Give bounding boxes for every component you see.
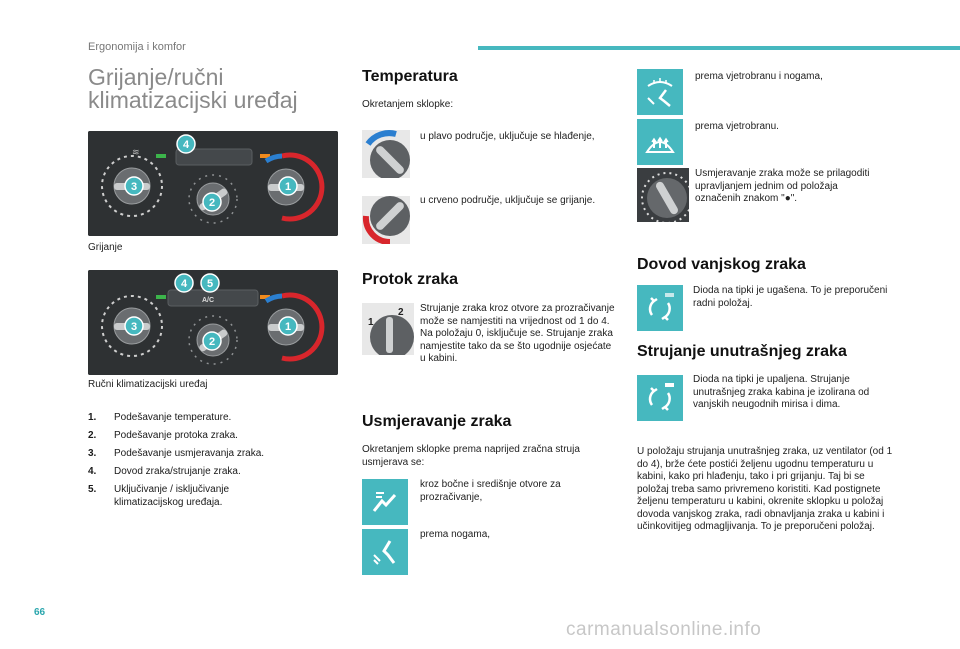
panel1-marker-1 bbox=[279, 177, 297, 195]
svg-text:1: 1 bbox=[368, 317, 374, 328]
panel1-marker-3 bbox=[125, 177, 143, 195]
page-title-line2: klimatizacijski uređaj bbox=[88, 87, 298, 113]
red-knob-image bbox=[362, 196, 410, 244]
legend-item: 3. Podešavanje usmjeravanja zraka. bbox=[88, 448, 265, 459]
fan-knob-image bbox=[362, 303, 414, 355]
recirculation-button-icon bbox=[637, 375, 683, 421]
svg-text:2: 2 bbox=[208, 197, 216, 209]
svg-text:1: 1 bbox=[284, 181, 292, 193]
airflow-text: Strujanje zraka kroz otvore za prozračivanje može se namjestiti na vrijednost od 1 do 4. Na položaju 0, isključuje se. Strujanje zraka namjestite tako da se što ugodnije osjećate u kabini. bbox=[420, 303, 615, 364]
svg-text:3: 3 bbox=[130, 181, 138, 193]
blue-knob-image bbox=[362, 130, 410, 178]
direction-item-windscreen: prema vjetrobranu. bbox=[695, 121, 779, 132]
legend-item: 1. Podešavanje temperature. bbox=[88, 412, 232, 423]
legend-item: 5. Uključivanje / isključivanje klimatizacijskog uređaja. bbox=[88, 484, 230, 508]
legend-item: 2. Podešavanje protoka zraka. bbox=[88, 430, 238, 441]
direction-item-windscreen-feet: prema vjetrobranu i nogama, bbox=[695, 71, 823, 82]
svg-text:2: 2 bbox=[398, 307, 404, 318]
legend-list bbox=[88, 411, 348, 514]
direction-note: Usmjeravanje zraka može se prilagoditi upravljanjem jednim od položaja označenih znakom "●". bbox=[695, 168, 870, 204]
face-vent-icon bbox=[362, 479, 408, 525]
ac-panel-image bbox=[88, 270, 338, 375]
fresh-air-button-icon bbox=[637, 285, 683, 331]
temperature-title: Temperatura bbox=[362, 68, 458, 85]
heating-caption: Grijanje bbox=[88, 242, 123, 253]
recirculation-text: Dioda na tipki je upaljena. Strujanje unutrašnjeg zraka kabina je izolirana od vanjskih neugodnih mirisa i dima. bbox=[693, 374, 870, 410]
page-number: 66 bbox=[34, 607, 46, 618]
panel2-marker-4 bbox=[175, 274, 193, 292]
svg-text:1: 1 bbox=[284, 321, 292, 333]
temperature-intro: Okretanjem sklopke: bbox=[362, 99, 454, 110]
direction-item-face: kroz bočne i središnje otvore za prozračivanje, bbox=[420, 479, 561, 503]
direction-knob-image bbox=[637, 168, 689, 222]
svg-text:2: 2 bbox=[208, 336, 216, 348]
direction-item-feet: prema nogama, bbox=[420, 529, 491, 540]
airflow-title: Protok zraka bbox=[362, 271, 459, 288]
svg-text:≋: ≋ bbox=[132, 148, 140, 158]
windscreen-feet-icon bbox=[637, 69, 683, 115]
direction-title: Usmjeravanje zraka bbox=[362, 413, 512, 430]
page-title bbox=[88, 66, 338, 112]
page-title-line1: Grijanje/ručni bbox=[88, 64, 224, 90]
recirculation-paragraph: U položaju strujanja unutrašnjeg zraka, uz ventilator (od 1 do 4), brže ćete postići željenu ugodnu temperaturu u kabini, kako pri hlađenju, tako i pri grijanju. Taj bi se položaj treba samo privremeno koristiti. Kad postignete željenu temperaturu u kabini, okrenite sklopku u položaj dovoda vanjskog zraka, radi obnavljanja zraka u kabini i učinkovitijeg odmagljivanja. To je preporučeni položaj. bbox=[637, 446, 893, 532]
section-header: Ergonomija i komfor bbox=[88, 41, 186, 53]
panel1-marker-4 bbox=[177, 135, 195, 153]
recirculation-title: Strujanje unutrašnjeg zraka bbox=[637, 343, 847, 360]
header-accent-bar bbox=[478, 46, 960, 50]
panel2-marker-1 bbox=[279, 317, 297, 335]
svg-text:5: 5 bbox=[206, 278, 214, 290]
svg-text:3: 3 bbox=[130, 321, 138, 333]
legend-item: 4. Dovod zraka/strujanje zraka. bbox=[88, 466, 241, 477]
panel2-marker-5 bbox=[201, 274, 219, 292]
fresh-air-title: Dovod vanjskog zraka bbox=[637, 256, 806, 273]
panel2-marker-3 bbox=[125, 317, 143, 335]
watermark: carmanualsonline.info bbox=[566, 619, 762, 640]
panel2-marker-2 bbox=[203, 332, 221, 350]
feet-vent-icon bbox=[362, 529, 408, 575]
svg-text:4: 4 bbox=[180, 278, 188, 290]
ac-caption: Ručni klimatizacijski uređaj bbox=[88, 379, 208, 390]
windscreen-defrost-icon bbox=[637, 119, 683, 165]
ac-button-label: A/C bbox=[201, 297, 215, 304]
temperature-blue-text: u plavo područje, uključuje se hlađenje, bbox=[420, 131, 595, 142]
direction-intro: Okretanjem sklopke prema naprijed zračna struja usmjerava se: bbox=[362, 444, 580, 468]
temperature-red-text: u crveno područje, uključuje se grijanje. bbox=[420, 195, 596, 206]
fresh-air-text: Dioda na tipki je ugašena. To je preporučeni radni položaj. bbox=[693, 285, 888, 309]
svg-text:4: 4 bbox=[182, 139, 190, 151]
panel1-marker-2 bbox=[203, 193, 221, 211]
heating-panel-image bbox=[88, 131, 338, 236]
